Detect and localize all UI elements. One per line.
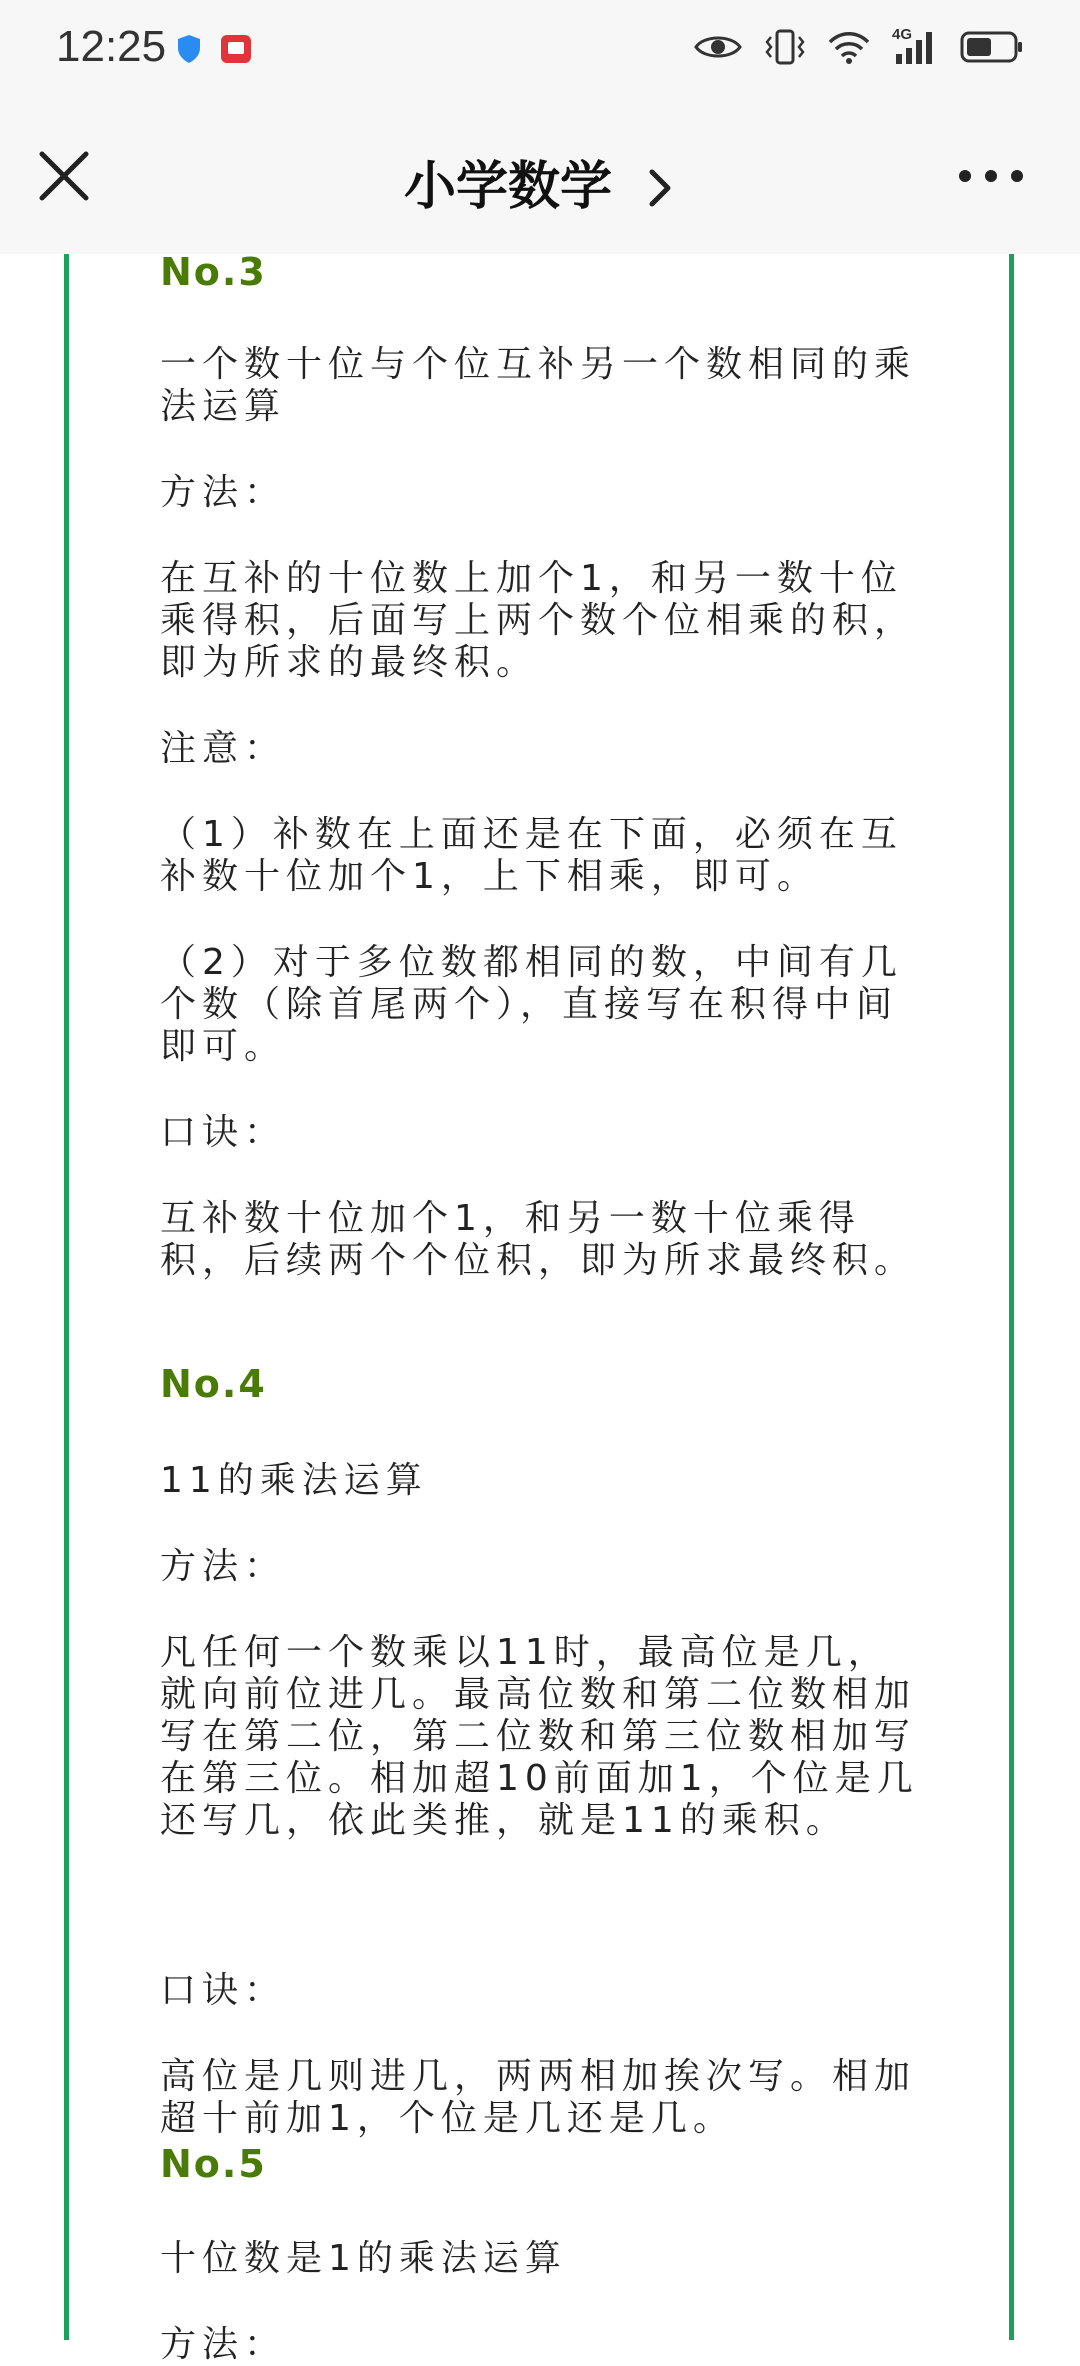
- status-bar: [0, 0, 1080, 100]
- app-notification-icon: [220, 34, 252, 64]
- signal-bars-icon: [892, 28, 938, 66]
- vibrate-icon: [764, 29, 806, 65]
- mnemonic-label: 口诀：: [160, 1112, 287, 1153]
- account-title-link[interactable]: [0, 144, 1080, 219]
- note-text: （2）对于多位数都相同的数，中间有几个数（除首尾两个），直接写在积得中间即可。: [160, 942, 903, 1067]
- page-title: 小学数学: [403, 157, 612, 217]
- mnemonic-text: 高位是几则进几，两两相加挨次写。相加超十前加1，个位是几还是几。: [160, 2056, 917, 2139]
- section-subtitle: 一个数十位与个位互补另一个数相同的乘法运算: [160, 344, 917, 427]
- network-type-label: 4G: [892, 26, 913, 43]
- mnemonic-label: 口诀：: [160, 1970, 287, 2011]
- section-subtitle: 11的乘法运算: [160, 1460, 428, 1501]
- more-options-icon[interactable]: [956, 164, 1026, 188]
- note-label: 注意：: [160, 728, 287, 769]
- nav-bar: [0, 100, 1080, 254]
- section-subtitle: 十位数是1的乘法运算: [160, 2238, 567, 2279]
- section-heading: No.3: [160, 250, 267, 294]
- method-label: 方法：: [160, 1546, 287, 1587]
- shield-icon: [176, 34, 202, 64]
- status-time: 12:25: [56, 22, 167, 71]
- status-notification-icons: [176, 34, 252, 64]
- method-label: 方法：: [160, 472, 287, 513]
- section-heading: No.4: [160, 1362, 267, 1406]
- cellular-signal: [892, 28, 938, 66]
- mnemonic-text: 互补数十位加个1，和另一数十位乘得积，后续两个个位积，即为所求最终积。: [160, 1198, 917, 1281]
- wifi-icon: [828, 30, 870, 64]
- method-label: 方法：: [160, 2324, 287, 2365]
- battery-icon: [960, 30, 1024, 64]
- eye-icon: [694, 32, 742, 62]
- status-system-icons: [694, 28, 1024, 66]
- chevron-right-icon: [644, 168, 676, 208]
- method-text: 凡任何一个数乘以11时，最高位是几，就向前位进几。最高位数和第二位数相加写在第二位，第二位数和第三位数相加写在第三位。相加超10前面加1，个位是几还写几，依此类推，就是11的乘积。: [160, 1632, 919, 1841]
- section-heading: No.5: [160, 2142, 267, 2186]
- method-text: 在互补的十位数上加个1，和另一数十位乘得积，后面写上两个数个位相乘的积，即为所求的最终积。: [160, 558, 917, 683]
- note-text: （1）补数在上面还是在下面，必须在互补数十位加个1，上下相乘，即可。: [160, 814, 903, 897]
